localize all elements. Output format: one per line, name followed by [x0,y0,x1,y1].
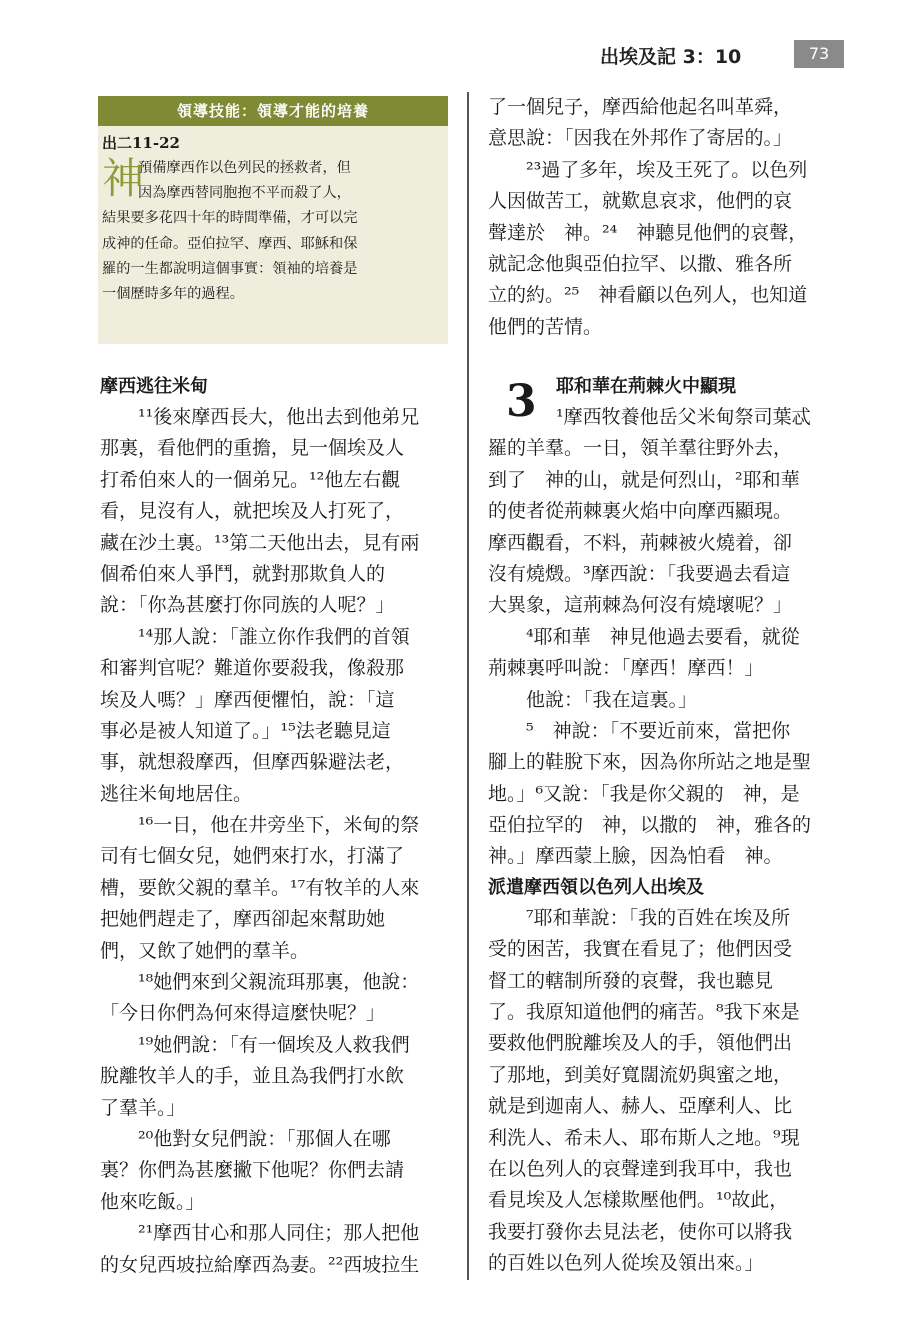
verse-line: 事，就想殺摩西，但摩西躲避法老， [100,751,405,774]
verse-line: 我要打發你去見法老，使你可以將我 [488,1220,793,1243]
verse-line: 沒有燒燬。³摩西說：「我要過去看這 [488,562,791,585]
sidebar-line: 因為摩西替同胞抱不平而殺了人， [138,185,351,202]
verse-line: 受的困苦，我實在看見了；他們因受 [488,938,793,961]
verse-line: 荊棘裏呼叫說：「摩西！摩西！」 [488,657,764,680]
verse-line: 的女兒西坡拉給摩西為妻。²²西坡拉生 [100,1253,420,1276]
verse-line: 的百姓以色列人從埃及領出來。」 [488,1252,764,1275]
verse-line: ²⁰他對女兒們說：「那個人在哪 [138,1127,391,1150]
leadership-sidebar [98,96,448,344]
verse-line: ¹⁸她們來到父親流珥那裏，他說： [138,971,420,994]
verse-line: 的使者從荊棘裏火焰中向摩西顯現。 [488,500,793,523]
verse-line: 就記念他與亞伯拉罕、以撒、雅各所 [488,252,793,275]
verse-line: ²¹摩西甘心和那人同住；那人把他 [138,1222,420,1245]
sidebar-dropcap: 神 [102,154,145,203]
verse-line: 們，又飲了她們的羣羊。 [100,939,310,962]
verse-line: 羅的羊羣。一日，領羊羣往野外去， [488,437,793,460]
sidebar-line: 結果要多花四十年的時間準備，才可以完 [102,210,358,227]
verse-line: 神。」摩西蒙上臉，因為怕看 神。 [488,845,783,868]
verse-line: 埃及人嗎？」摩西便懼怕，說：「這 [100,688,395,711]
verse-line: 逃往米甸地居住。 [100,782,253,805]
verse-line: 督工的轄制所發的哀聲，我也聽見 [488,969,774,992]
section-title-flee-midian: 摩西逃往米甸 [100,376,208,397]
verse-line: 「今日你們為何來得這麼快呢？」 [100,1002,386,1025]
sidebar-line: 羅的一生都說明這個事實：領袖的培養是 [102,260,358,277]
verse-line: 人因做苦工，就歎息哀求，他們的哀 [488,190,793,213]
verse-line: 在以色列人的哀聲達到我耳中，我也 [488,1157,793,1180]
right-column-top [488,92,840,343]
verse-line: 了一個兒子，摩西給他起名叫革舜， [488,96,793,118]
verse-line: ⁷耶和華說：「我的百姓在埃及所 [526,906,791,929]
section-title-sending-moses: 派遣摩西領以色列人出埃及 [488,876,704,898]
sidebar-line: 預備摩西作以色列民的拯救者，但 [138,160,351,176]
verse-line: 亞伯拉罕的 神，以撒的 神，雅各的 [488,814,812,837]
verse-line: 到了 神的山，就是何烈山，²耶和華 [488,468,800,491]
running-header-title: 出埃及記 3：10 [600,46,742,68]
verse-line: 他們的苦情。 [488,315,603,338]
verse-line: 了那地，到美好寬闊流奶與蜜之地， [488,1063,793,1086]
verse-line: ¹⁶一日，他在井旁坐下，米甸的祭 [138,814,420,837]
verse-line: 他來吃飯。」 [100,1190,205,1213]
verse-line: 要救他們脫離埃及人的手，領他們出 [488,1032,793,1055]
verse-line: 脫離牧羊人的手，並且為我們打水飲 [100,1065,405,1088]
column-divider [467,92,469,1280]
verse-line: ⁴耶和華 神見他過去要看，就從 [526,625,800,648]
left-column [100,372,452,1281]
verse-line: 看，見沒有人，就把埃及人打死了， [100,500,405,523]
page-number: 73 [794,40,844,68]
verse-line: 聲達於 神。²⁴ 神聽見他們的哀聲， [488,221,808,244]
verse-line: 打希伯來人的一個弟兄。¹²他左右觀 [100,468,401,491]
verse-line: ²³過了多年，埃及王死了。以色列 [526,158,808,181]
verse-line: 大異象，這荊棘為何沒有燒壞呢？」 [488,594,793,617]
verse-line: 立的約。²⁵ 神看顧以色列人，也知道 [488,284,808,307]
verse-line: 藏在沙土裏。¹³第二天他出去，見有兩 [100,531,420,554]
chapter-number: 3 [506,376,537,427]
sidebar-reference: 出二11-22 [102,134,180,152]
verse-line: 摩西觀看，不料，荊棘被火燒着，卻 [488,531,793,554]
verse-line: 把她們趕走了，摩西卻起來幫助她 [100,908,386,931]
sidebar-heading: 領導技能：領導才能的培養 [98,96,448,126]
verse-line: 槽，要飲父親的羣羊。¹⁷有牧羊的人來 [100,876,420,899]
verse-line: 了羣羊。」 [100,1096,186,1119]
verse-line: 個希伯來人爭鬥，就對那欺負人的 [100,562,386,585]
verse-line: 裏？你們為甚麼撇下他呢？你們去請 [100,1159,405,1182]
verse-line: 了。我原知道他們的痛苦。⁸我下來是 [488,1001,800,1024]
sidebar-line: 成神的任命。亞伯拉罕、摩西、耶穌和保 [102,235,358,252]
verse-line: 那裏，看他們的重擔，見一個埃及人 [100,437,405,460]
verse-line: 和審判官呢？難道你要殺我，像殺那 [100,657,405,680]
verse-line: 說：「你為甚麼打你同族的人呢？」 [100,594,395,617]
verse-line: ⁵ 神說：「不要近前來，當把你 [526,719,791,742]
verse-line: 看見埃及人怎樣欺壓他們。¹⁰故此， [488,1189,789,1212]
verse-line: 地。」⁶又說：「我是你父親的 神，是 [488,782,800,805]
verse-line: 利洗人、希未人、耶布斯人之地。⁹現 [488,1126,800,1149]
verse-line: ¹⁴那人說：「誰立你作我們的首領 [138,625,410,648]
section-title-burning-bush: 耶和華在荊棘火中顯現 [556,376,736,397]
verse-line: 意思說：「因我在外邦作了寄居的。」 [488,127,793,150]
verse-line: 腳上的鞋脫下來，因為你所站之地是聖 [488,751,812,774]
verse-line: ¹¹後來摩西長大，他出去到他弟兄 [138,406,420,428]
sidebar-line: 一個歷時多年的過程。 [102,285,244,302]
verse-line: ¹⁹她們說：「有一個埃及人救我們 [138,1033,410,1056]
right-column-chapter3 [488,372,840,1280]
sidebar-body [102,156,444,307]
verse-line: 事必是被人知道了。」¹⁵法老聽見這 [100,719,391,742]
verse-line: ¹摩西牧養他岳父米甸祭司葉忒 [556,406,811,428]
verse-line: 就是到迦南人、赫人、亞摩利人、比 [488,1095,793,1118]
verse-line: 司有七個女兒，她們來打水，打滿了 [100,845,405,868]
verse-line: 他說：「我在這裏。」 [526,688,698,711]
